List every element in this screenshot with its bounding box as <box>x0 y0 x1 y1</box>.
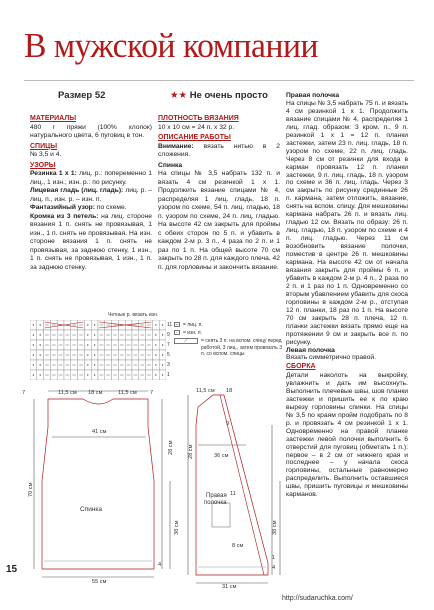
needles-heading: СПИЦЫ <box>30 142 58 150</box>
fancy-text: по схеме. <box>96 204 127 212</box>
difficulty-stars: ★★ <box>170 90 188 101</box>
chart-purl-mark <box>162 374 163 375</box>
chart-row-number: 7 <box>167 342 170 348</box>
edge-text: на лиц. стороне вязания 1 п. снять не провязывая, 1 изн., 1 п. снять не провязывая. На изн. стороне вязания 1 п. снять не провязывая, за заднюю стенку, 1 изн., 1 п. снять не провязывая, 1 изн., 1 п. за заднюю стенку. <box>30 212 153 271</box>
legend-purl: · = изн. п. <box>174 330 282 336</box>
stitch-chart <box>30 320 166 380</box>
front-w-pocket: 8 см <box>232 543 244 549</box>
chart-purl-mark <box>87 324 88 325</box>
front-h-pocket-top: 11 <box>230 491 236 497</box>
chart-purl-mark <box>155 354 156 355</box>
back-w-edge-left: 7 <box>22 390 26 396</box>
front-w-shoulder: 11,5 см <box>196 388 215 394</box>
legend-knit: – = лиц. п. <box>175 322 203 328</box>
chart-purl-mark <box>155 374 156 375</box>
assembly-heading: СБОРКА <box>286 363 316 371</box>
back-w-bottom: 55 см <box>92 579 107 585</box>
front-h-band: 1 <box>272 555 276 561</box>
chart-row-number: 5 <box>167 352 170 358</box>
fancy-name: Фантазийный узор: <box>30 204 95 212</box>
chart-row-number: 9 <box>167 332 170 338</box>
front-h-body: 38 см <box>272 520 278 535</box>
chart-grid <box>30 320 166 380</box>
chart-purl-mark <box>155 364 156 365</box>
column-fronts <box>286 92 408 499</box>
rib-name: Резинка 1 х 1: <box>30 170 77 178</box>
chart-purl-mark <box>94 344 95 345</box>
chart-purl-mark <box>40 374 41 375</box>
back-text: На спицы № 3,5 набрать 132 п. и вязать 4 см резинкой 1 х 1. Продолжить вязание спицами № 4, распределяя 1 лиц. гладь, 18 п. узором по схеме, 54 п. лиц. гладью, 18 п. узором по схеме, 24 п. лиц. гладью. На высоте 42 см закрыть для проймы с обеих сторон по 5 п. и убавить в каждом 2-м р. 3 п., 4 раза по 2 п. и 1 раз по 1 п. На общей высоте 70 см закрыть по 28 п. для каждого плеча, 42 п. для горловины и закончить вязание. <box>158 170 280 271</box>
front-h-neck: 36 см <box>214 453 229 459</box>
materials-text: 480 г пряжи (100% хлопок) натурального цвета, 6 пуговиц в тон. <box>30 123 152 140</box>
density-text: 10 х 10 см = 24 п. х 32 р. <box>158 123 235 131</box>
chart-purl-mark <box>40 364 41 365</box>
chart-row-number: 11 <box>167 322 173 328</box>
stockinette-pattern <box>30 187 152 204</box>
page-title: В мужской компании <box>24 26 318 65</box>
chart-purl-mark <box>33 364 34 365</box>
chart-caption: Четные р. вязать изн. <box>108 312 159 318</box>
chart-purl-mark <box>33 344 34 345</box>
chart-purl-mark <box>87 374 88 375</box>
size-label: Размер 52 <box>58 90 106 101</box>
edge-name: Кромка из 3 петель: <box>30 212 99 220</box>
patterns-heading: УЗОРЫ <box>30 161 56 169</box>
chart-purl-mark <box>33 354 34 355</box>
chart-purl-mark <box>94 354 95 355</box>
assembly-text: Детали наколоть на выкройку, увлажнить и дать им высохнуть. Выполнить плечевые швы, шов планки застежки и пришить ее к по краю вырезу горловины спинки. На спицы № 3,5 по краям пройм подобрать по 8 р. и провязать 4 см резинкой 1 х 1. Одновременно на правой планке застежки левой полочки выполнить 6 отверстий для пуговиц (обметать 1 п.): первое – в 2 см от нижнего края и последнее – у начала скоса горловины, остальные равномерно распределить. Выполнить оставшиеся швы, пришить пуговицы и мешковины карманов. <box>286 372 408 499</box>
fancy-pattern <box>30 204 152 213</box>
back-heading: Спинка <box>158 161 183 169</box>
chart-purl-mark <box>40 344 41 345</box>
chart-purl-mark <box>162 344 163 345</box>
back-w-shoulder-left: 11,5 см <box>58 390 77 396</box>
chart-purl-mark <box>94 374 95 375</box>
rib-text: лиц. р.: попеременно 1 лиц., 1 изн.; изн. р.: по рисунку. <box>30 170 152 186</box>
front-label-line2: полочка <box>204 500 227 506</box>
chart-purl-mark <box>155 344 156 345</box>
attention-name: Внимание: <box>158 142 194 150</box>
chart-row-number: 3 <box>167 362 170 368</box>
chart-purl-mark <box>162 334 163 335</box>
chart-purl-mark <box>40 354 41 355</box>
chart-legend <box>174 322 282 357</box>
rib-pattern <box>30 170 152 187</box>
garment-schematics <box>0 385 290 590</box>
back-w-shoulder-right: 11,5 см <box>118 390 137 396</box>
edge-pattern <box>30 213 152 273</box>
materials-heading: МАТЕРИАЛЫ <box>30 115 77 122</box>
front-h-armhole: 28 см <box>188 444 194 459</box>
front-h-rib: 4 <box>272 565 276 571</box>
chart-purl-mark <box>94 334 95 335</box>
front-w-band: 18 <box>226 388 233 394</box>
needles-text: № 3,5 и 4. <box>30 151 62 159</box>
difficulty-text: Не очень просто <box>189 90 268 101</box>
front-side: 9 <box>226 421 230 427</box>
left-front-text: Вязать симметрично правой. <box>286 354 376 362</box>
chart-purl-mark <box>33 334 34 335</box>
title-divider <box>24 80 414 81</box>
chart-purl-mark <box>94 324 95 325</box>
front-w-bottom: 31 см <box>222 584 237 590</box>
left-front-heading: Левая полочка <box>286 346 335 354</box>
chart-purl-mark <box>87 354 88 355</box>
back-h-rib: 4 <box>158 562 162 568</box>
legend-cable: ⟋ = снять 3 п. на вспом. спицу перед работой, 3 лиц., затем провязать 3 п. со вспом. спицы <box>174 338 282 357</box>
back-h-body: 38 см <box>174 520 180 535</box>
chart-purl-mark <box>94 364 95 365</box>
chart-purl-mark <box>87 364 88 365</box>
page-number: 15 <box>6 564 18 575</box>
chart-purl-mark <box>162 364 163 365</box>
difficulty <box>170 90 268 101</box>
description-heading: ОПИСАНИЕ РАБОТЫ <box>158 134 231 142</box>
back-label: Спинка <box>80 506 103 513</box>
chart-purl-mark <box>162 354 163 355</box>
chart-purl-mark <box>33 324 34 325</box>
chart-purl-mark <box>33 374 34 375</box>
column-description <box>158 113 280 272</box>
attention-note <box>158 143 280 160</box>
back-w-edge-right: 7 <box>150 390 154 396</box>
stockinette-name: Лицевая гладь (лиц. гладь): <box>30 187 124 195</box>
chart-purl-mark <box>87 334 88 335</box>
right-front-heading: Правая полочка <box>286 92 340 99</box>
back-w-chest: 41 см <box>92 429 107 435</box>
back-h-total: 70 см <box>28 482 34 497</box>
front-label-line1: Правая <box>206 493 227 499</box>
right-front-text: На спицы № 3,5 набрать 75 п. и вязать 4 см резинкой 1 х 1. Продолжить вязание спицами № 4, распределяя 1 лиц. глад. образом: 3 кром. п., 9 п. резинкой 1 х 1 = 12 п. планки застежки, затем 23 п. лиц. гладь, 18 п. узором по схеме, 22 п. лиц. гладь. Через 8 см от резинки для входа в карман провязать 12 п. планки застежки, 9 п. лиц. гладь, 18 п. узором по схеме и 36 п. лиц. гладь. Через 3 см закрыть по рисунку срединные 26 п. кармана, затем отложить, вязание, снять на вспом. спицу. Для мешковины кармана набрать 26 п. и вязать лиц. гладью 12 см. Вязать по образу: 26 п. лиц. гладью, 18 п. узором по схеме и 4 п. лиц. гладью. Через 11 см возобновить вязание полочки, поместив в центре 26 п. мешковины кармана. На высоте 42 см от начала вязания закрыть для проймы 6 п. и убавить в каждом 2-м р. 4 п., 2 раза по 2 п. и 1 раз по 1 п. Одновременно со вторым убавлением убавить для скоса горловины в каждом 2-м р., отступая 12 п. планки, 18 раз по 1 п. На высоте 70 см закрыть 28 п. плеча, 12 п. планки застежки вязать прямо еще на протяжении 9 см и закрыть все п. по рисунку. <box>286 99 408 346</box>
chart-purl-mark <box>40 324 41 325</box>
back-w-neck: 18 см <box>88 390 103 396</box>
attention-text: вязать нитью в 2 сложения. <box>158 142 281 159</box>
watermark: http://sudaruchka.com/ <box>282 595 353 602</box>
column-materials <box>30 113 152 272</box>
chart-row-number: 1 <box>167 372 170 378</box>
chart-purl-mark <box>155 334 156 335</box>
back-h-armhole: 28 см <box>168 440 174 455</box>
chart-purl-mark <box>87 344 88 345</box>
chart-purl-mark <box>40 334 41 335</box>
density-heading: ПЛОТНОСТЬ ВЯЗАНИЯ <box>158 115 239 122</box>
stockinette-text: лиц. р. – лиц. п., изн. р. – изн. п. <box>30 187 153 203</box>
chart-purl-mark <box>155 324 156 325</box>
chart-purl-mark <box>162 324 163 325</box>
